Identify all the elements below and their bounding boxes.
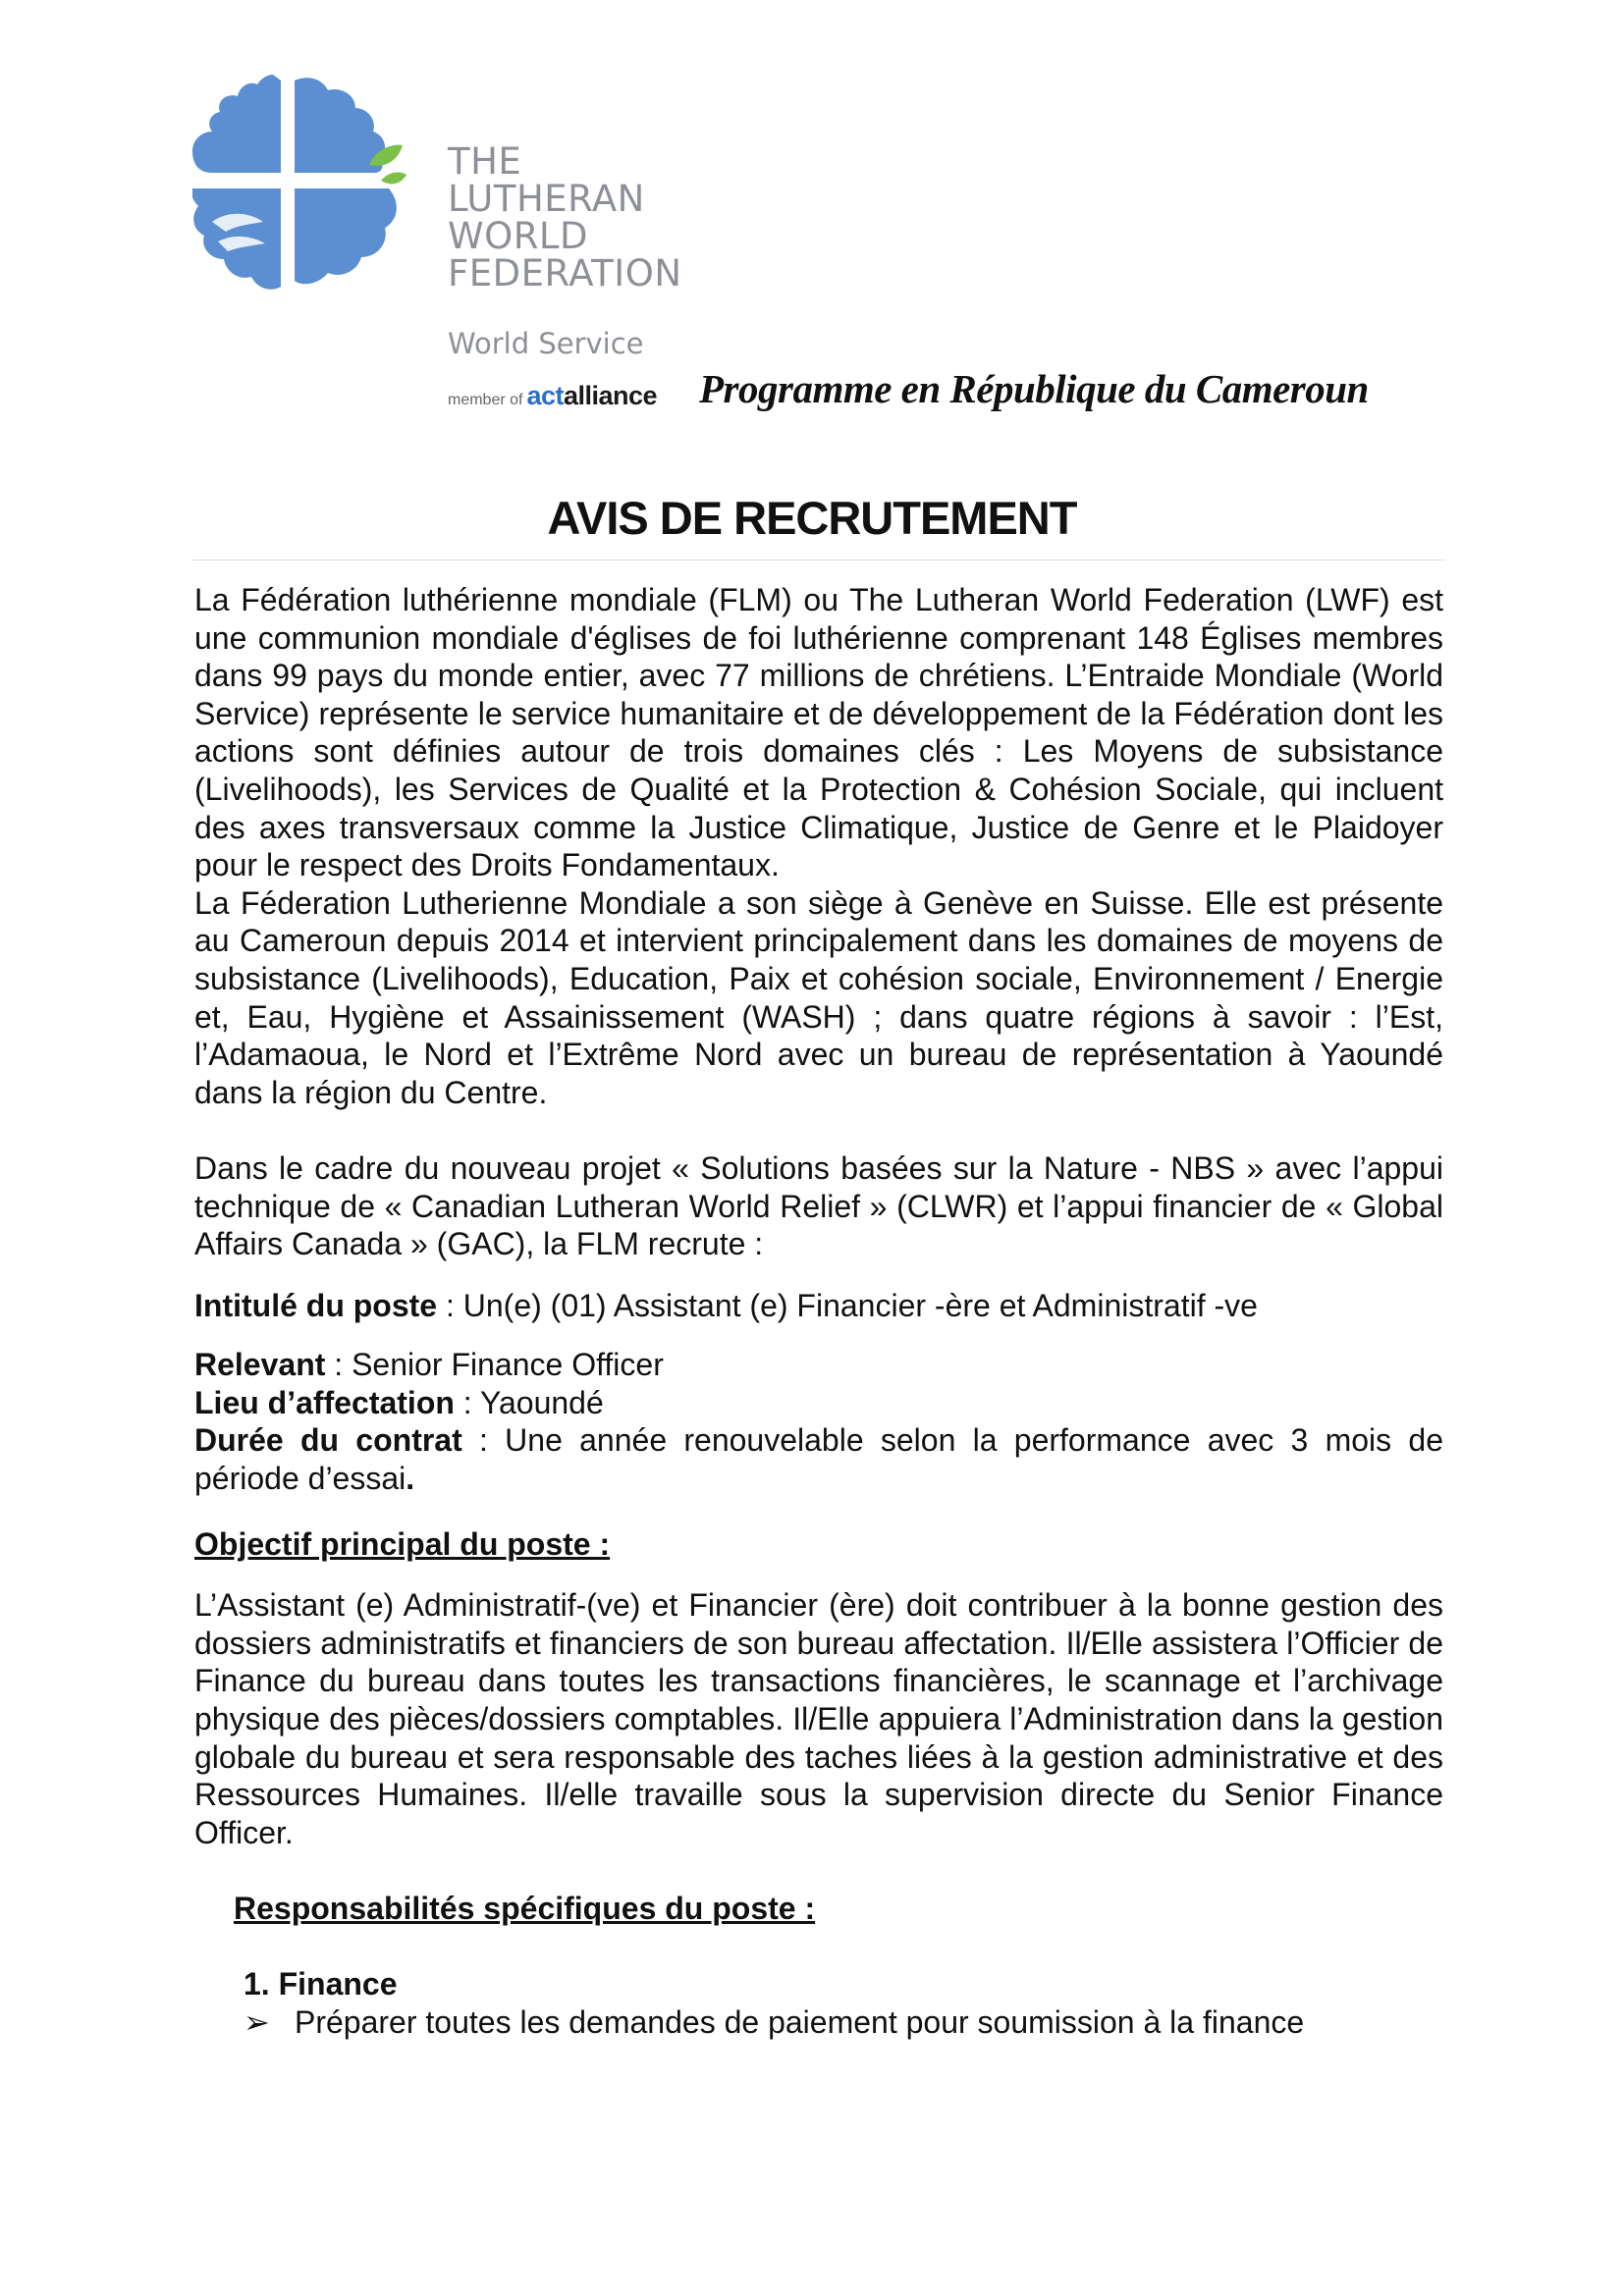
intro-paragraph-2: La Féderation Lutherienne Mondiale a son siège à Genève en Suisse. Elle est présente au Cameroun depuis 2014 et intervient principalement dans les domaines de moyens de subsistance (Livelihoods), Education, Paix et cohésion sociale, Environnement / Energie et, Eau, Hygiène et Assainissement (WASH) ; dans quatre régions à savoir : l’Est, l’Adamaoua, le Nord et l’Extrême Nord avec un bureau de représentation à Yaoundé dans la région du Centre. [194, 884, 1443, 1110]
list-item [194, 2003, 1443, 2042]
act-alliance-wordmark [526, 381, 657, 411]
title-divider [192, 560, 1445, 561]
reports-to-line [194, 1346, 1443, 1384]
responsibilities-heading [194, 1890, 1443, 1928]
programme-heading: Programme en République du Cameroun [699, 366, 1369, 411]
duration-end: . [406, 1461, 415, 1497]
job-title-line [194, 1287, 1443, 1325]
responsibilities-heading-text: Responsabilités spécifiques du poste : [234, 1891, 816, 1926]
job-title-value: : Un(e) (01) Assistant (e) Financier -ère et Administratif -ve [437, 1287, 1258, 1323]
reports-to-label: Relevant [194, 1347, 326, 1383]
list-item-text: Préparer toutes les demandes de paiement pour soumission à la finance [295, 2003, 1305, 2040]
duration-label: Durée du contrat [194, 1422, 462, 1459]
duration-value: : Une année renouvelable selon la performance avec 3 mois de période d’essai [194, 1422, 1444, 1497]
objective-text: L’Assistant (e) Administratif-(ve) et Financier (ère) doit contribuer à la bonne gestion des dossiers administratifs et financiers de son bureau affectation. Il/Elle assistera l’Officier de Finance du bureau dans toutes les transactions financières, le scannage et l’archivage physique des pièces/dossiers comptables. Il/Elle appuiera l’Administration dans la gestion globale du bureau et sera responsable des taches liées à la gestion administrative et des Ressources Humaines. Il/elle travaille sous la supervision directe du Senior Finance Officer. [194, 1587, 1443, 1850]
intro-paragraph-3: Dans le cadre du nouveau projet « Solutions basées sur la Nature - NBS » avec l’appui technique de « Canadian Lutheran World Relief » (CLWR) et l’appui financier de « Global Affairs Canada » (GAC), la FLM recrute : [194, 1149, 1443, 1262]
lwf-logo-icon [192, 75, 408, 293]
logo-line: FEDERATION [448, 252, 682, 294]
member-of-label: member of [448, 392, 523, 408]
act-alliance-logo [448, 381, 657, 411]
lwf-logo-text [448, 140, 682, 294]
logo-line: THE [448, 140, 522, 183]
document-body [194, 581, 1443, 2041]
location-value: : Yaoundé [454, 1384, 604, 1420]
location-line [194, 1384, 1443, 1422]
alliance-word: alliance [564, 381, 658, 410]
intro-paragraph-1: La Fédération luthérienne mondiale (FLM) ou The Lutheran World Federation (LWF) est une communion mondiale d'églises de foi luthérienne comprenant 148 Églises membres dans 99 pays du monde entier, avec 77 millions de chrétiens. L’Entraide Mondiale (World Service) représente le service humanitaire et de développement de la Fédération dont les actions sont définies autour de trois domaines clés : Les Moyens de subsistance (Livelihoods), les Services de Qualité et la Protection & Cohésion Sociale, qui incluent des axes transversaux comme la Justice Climatique, Justice de Genre et le Plaidoyer pour le respect des Droits Fondamentaux. [194, 582, 1443, 883]
objective-heading-text: Objectif principal du poste : [194, 1525, 611, 1562]
objective-heading [194, 1525, 1443, 1564]
bullet-arrow-icon: ➢ [244, 2003, 270, 2040]
location-label: Lieu d’affectation [194, 1384, 455, 1420]
duration-line [194, 1421, 1443, 1497]
world-service-label: World Service [448, 327, 644, 360]
section-finance-heading: 1. Finance [244, 1966, 398, 2002]
page-title: AVIS DE RECRUTEMENT [547, 492, 1077, 544]
reports-to-value: : Senior Finance Officer [325, 1347, 664, 1383]
act-word: act [526, 381, 564, 410]
logo-line: WORLD [448, 215, 589, 257]
logo-line: LUTHERAN [448, 178, 645, 220]
job-title-label: Intitulé du poste [194, 1287, 438, 1323]
